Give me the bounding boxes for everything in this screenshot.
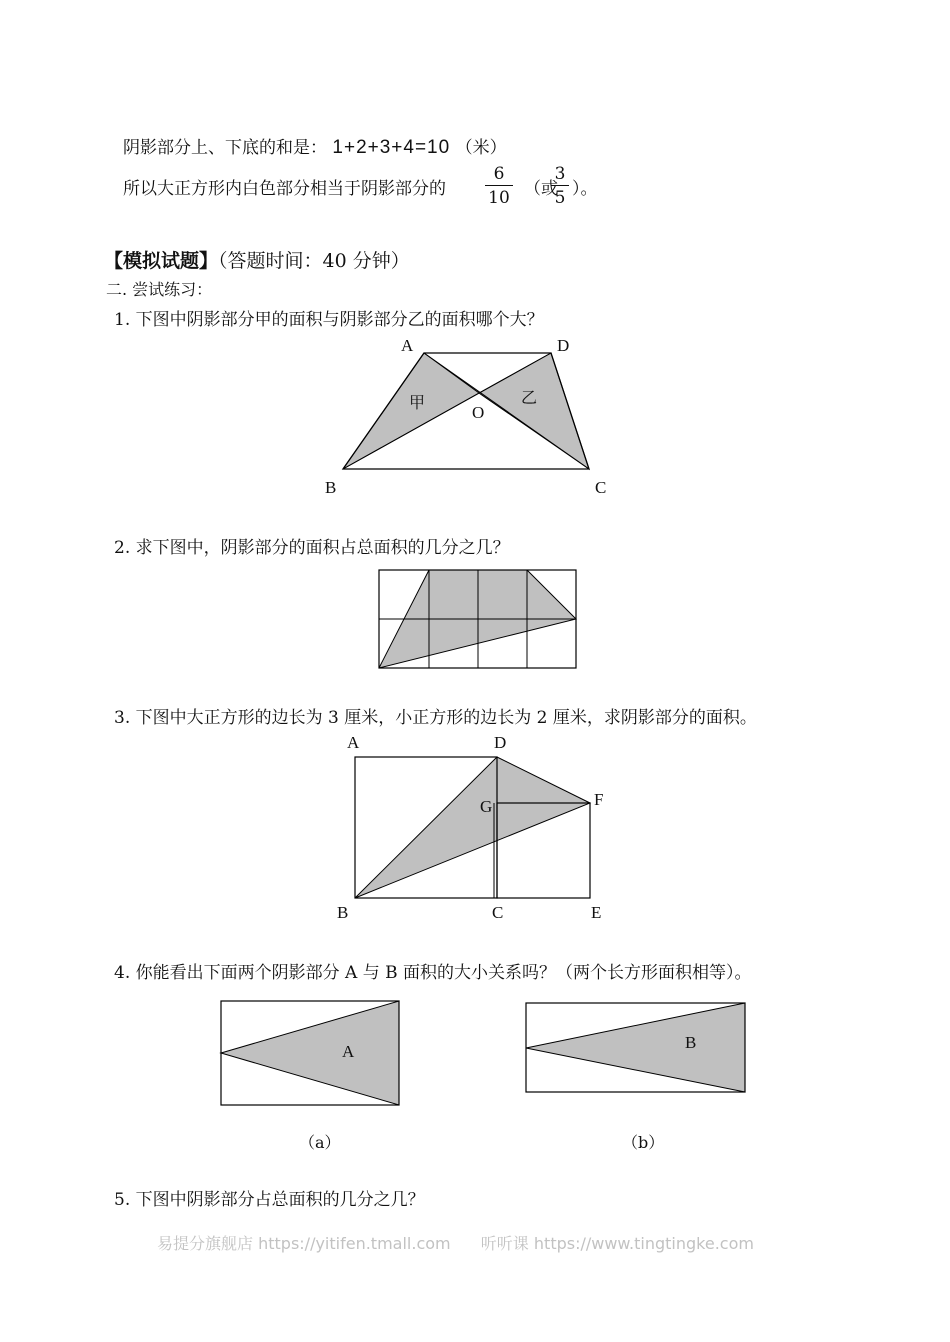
- label-a: A: [347, 733, 360, 752]
- intro-line-1-text: 阴影部分上、下底的和是：: [123, 138, 327, 158]
- shaded-triangle-a: [221, 1001, 399, 1105]
- footer-course-url[interactable]: https://www.tingtingke.com: [533, 1234, 754, 1253]
- section-time: （答题时间：40 分钟）: [218, 250, 410, 272]
- caption-b: （b）: [622, 1133, 665, 1152]
- figure-4b-rectangle: [526, 1003, 745, 1092]
- fraction-numerator: 3: [551, 163, 569, 186]
- figure-2-grid: [379, 570, 576, 668]
- section-title: 【模拟试题】: [104, 250, 219, 272]
- figure-1-trapezoid: [325, 336, 606, 497]
- figure-4a-rectangle: [221, 1001, 399, 1105]
- label-d: D: [557, 336, 570, 355]
- label-jia: 甲: [409, 395, 426, 412]
- label-a: A: [401, 336, 414, 355]
- shape-label-a: A: [342, 1042, 355, 1061]
- figure-3-squares: [337, 733, 603, 922]
- footer-course-name: 听听课: [480, 1234, 529, 1253]
- shaded-triangle-bdf: [355, 757, 590, 898]
- question-4: 4. 你能看出下面两个阴影部分 A 与 B 面积的大小关系吗？（两个长方形面积相等）。: [114, 963, 752, 983]
- label-c: C: [595, 478, 607, 497]
- shaded-triangle-b: [526, 1003, 745, 1092]
- label-yi: 乙: [521, 390, 538, 407]
- label-g: G: [480, 797, 493, 816]
- intro-end: ）。: [572, 179, 598, 199]
- footer-shop-name: 易提分旗舰店: [157, 1234, 254, 1253]
- footer-shop-url[interactable]: https://yitifen.tmall.com: [258, 1234, 451, 1253]
- intro-line-2-prefix: 所以大正方形内白色部分相当于阴影部分的: [123, 179, 446, 199]
- label-c: C: [492, 903, 504, 922]
- label-f: F: [594, 790, 604, 809]
- label-e: E: [591, 903, 602, 922]
- label-b: B: [325, 478, 337, 497]
- fraction-numerator: 6: [485, 163, 513, 186]
- fraction-denominator: 5: [554, 188, 566, 208]
- shape-label-b: B: [685, 1033, 697, 1052]
- question-5: 5. 下图中阴影部分占总面积的几分之几？: [114, 1190, 425, 1210]
- shaded-triangle-yi: [479, 353, 589, 469]
- intro-unit: （米）: [455, 138, 507, 158]
- fraction-denominator: 10: [488, 188, 510, 208]
- label-b: B: [337, 903, 349, 922]
- label-d: D: [494, 733, 507, 752]
- caption-a: （a）: [299, 1133, 341, 1152]
- question-1: 1. 下图中阴影部分甲的面积与阴影部分乙的面积哪个大？: [114, 310, 544, 330]
- label-o: O: [472, 403, 485, 422]
- footer-watermark: [157, 1231, 754, 1254]
- question-3: 3. 下图中大正方形的边长为 3 厘米，小正方形的边长为 2 厘米，求阴影部分的面积。: [114, 708, 757, 728]
- intro-or: （或: [524, 179, 558, 199]
- question-2: 2. 求下图中，阴影部分的面积占总面积的几分之几？: [114, 538, 510, 558]
- intro-formula: 1+2+3+4=10: [332, 137, 451, 158]
- section-sub: 二. 尝试练习：: [106, 280, 213, 299]
